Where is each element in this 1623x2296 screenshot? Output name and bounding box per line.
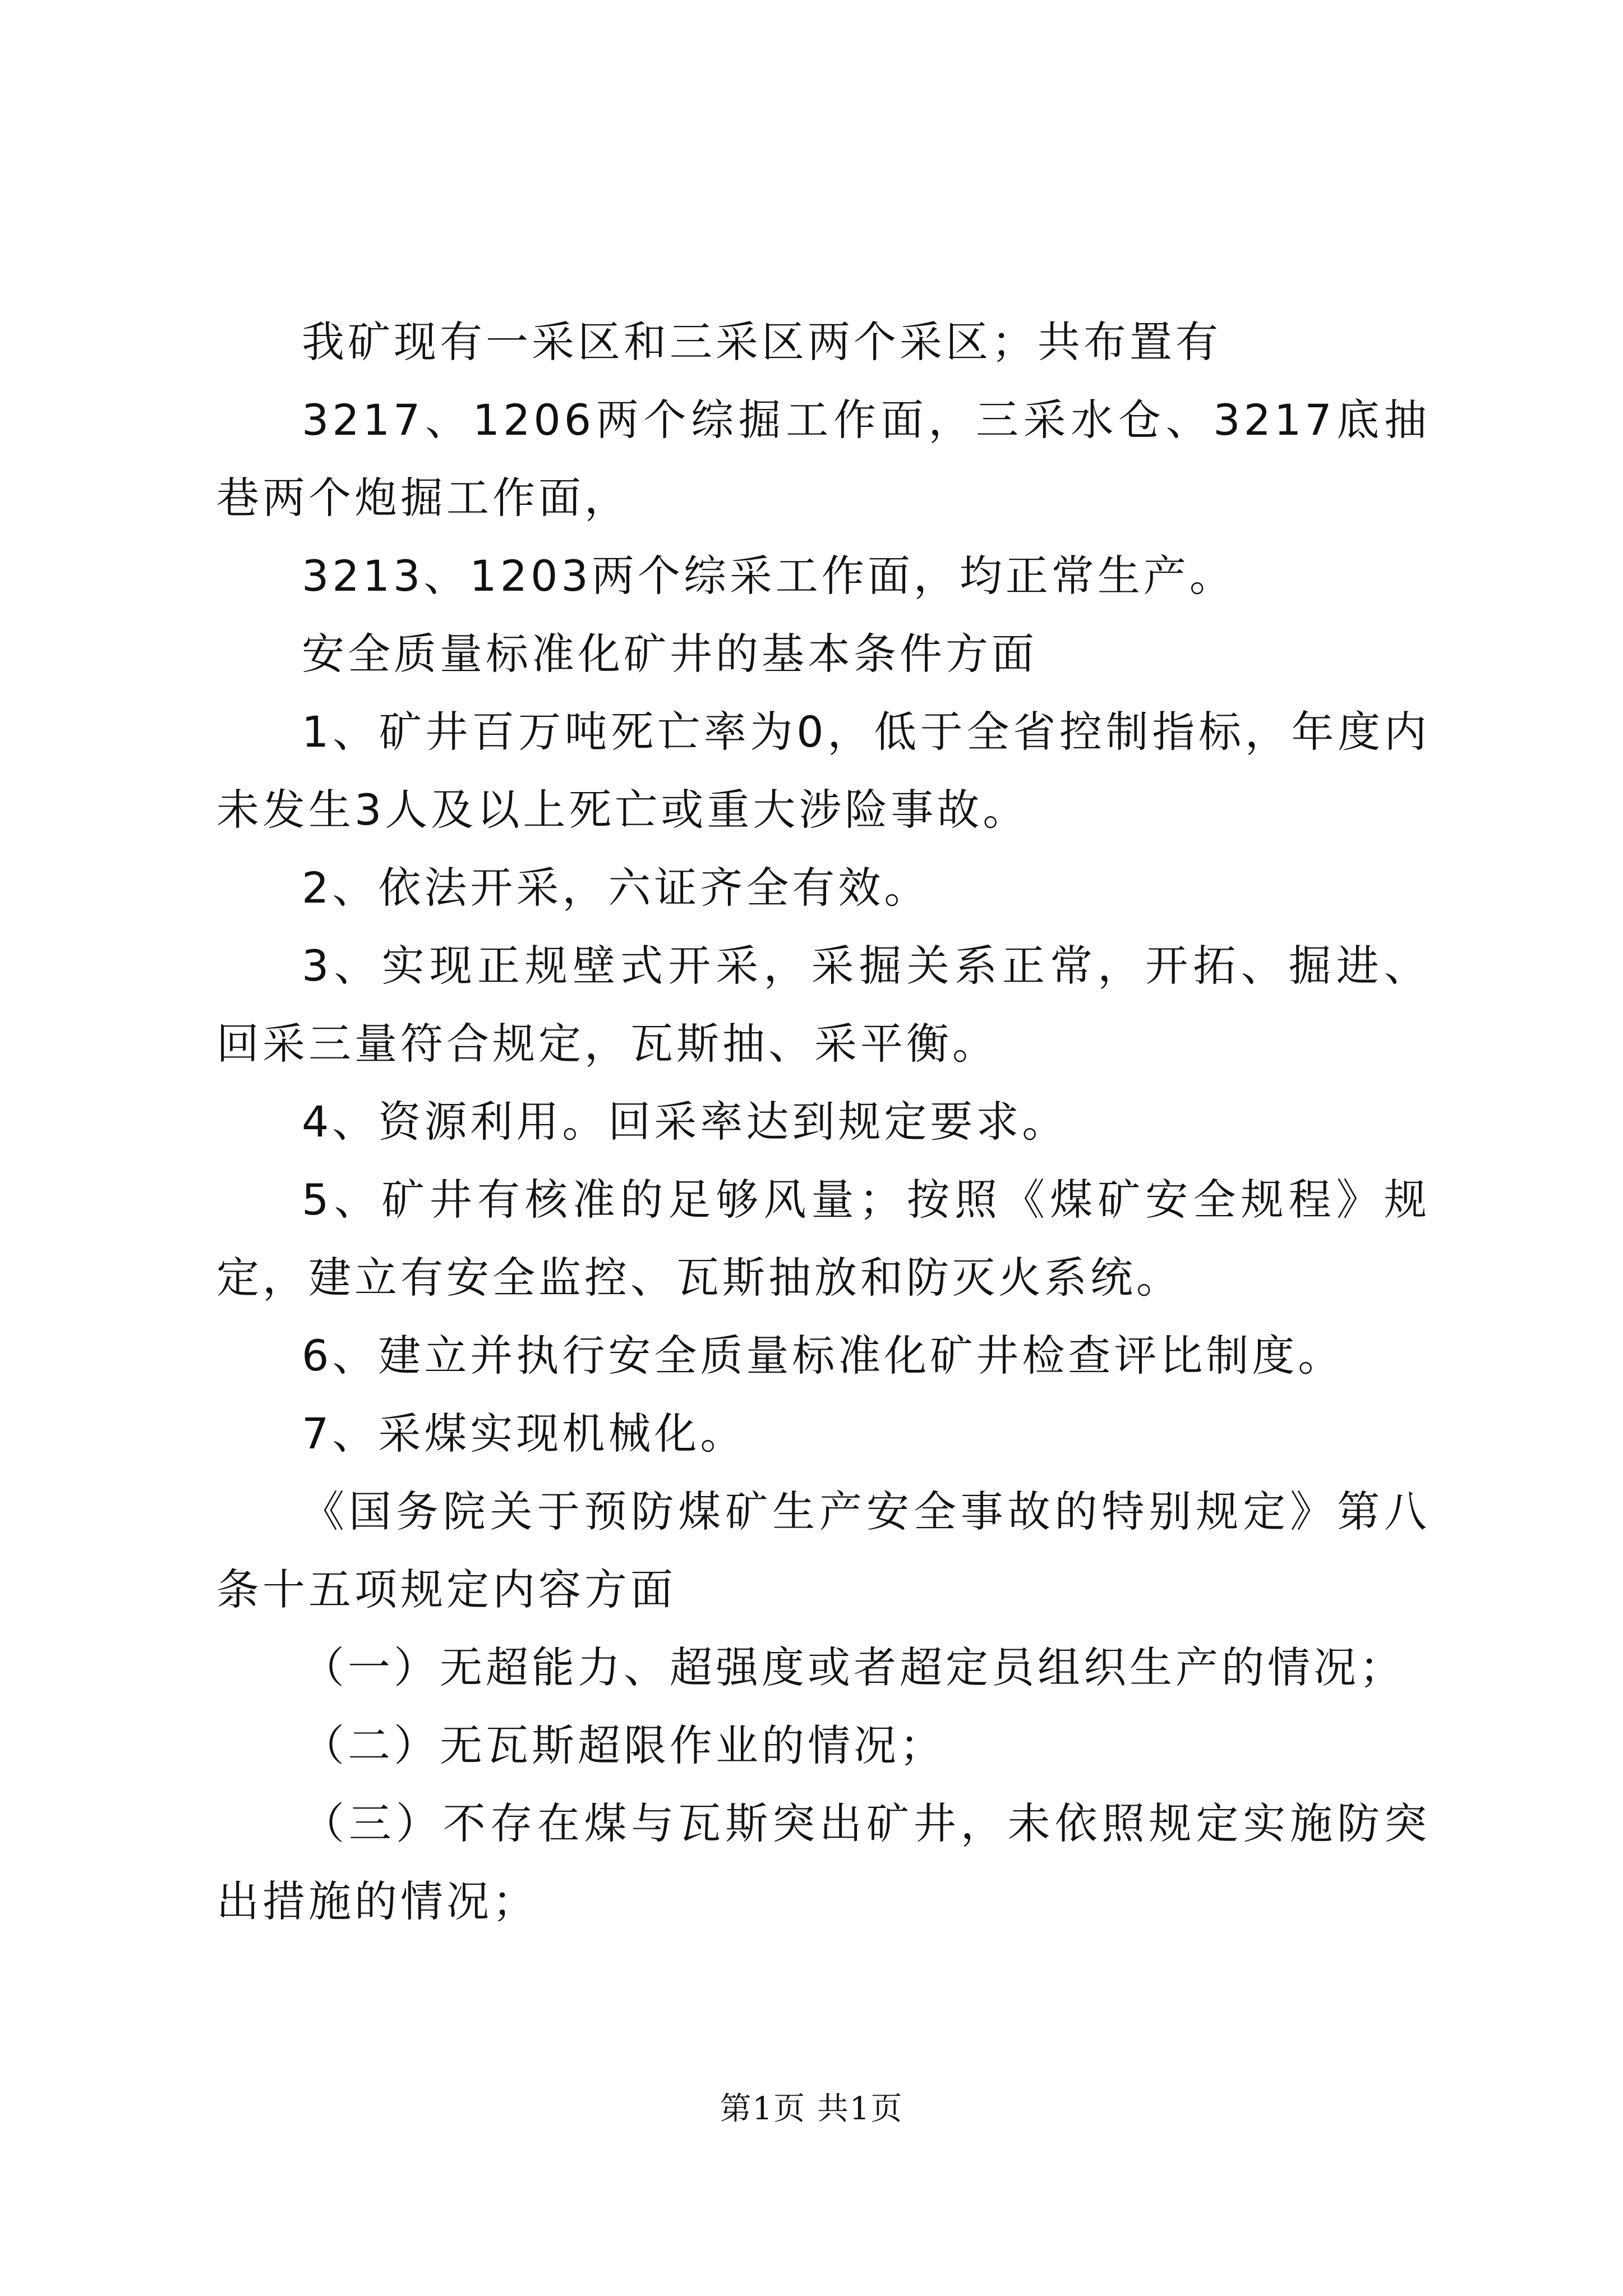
paragraph: 安全质量标准化矿井的基本条件方面: [302, 629, 1038, 679]
paragraph: 1、矿井百万吨死亡率为0，低于全省控制指标，年度内未发生3人及以上死亡或重大涉险事故。: [216, 707, 1430, 835]
paragraph: 6、建立并执行安全质量标准化矿井检查评比制度。: [302, 1331, 1344, 1381]
paragraph: 7、采煤实现机械化。: [302, 1409, 746, 1458]
document-body: [216, 303, 1430, 1940]
paragraph: 3、实现正规壁式开采，采掘关系正常，开拓、掘进、回采三量符合规定，瓦斯抽、采平衡。: [216, 941, 1430, 1069]
paragraph: 3217、1206两个综掘工作面，三采水仓、3217底抽巷两个炮掘工作面，: [216, 395, 1430, 523]
paragraph: （二）无瓦斯超限作业的情况；: [302, 1720, 946, 1770]
paragraph: 3213、1203两个综采工作面，均正常生产。: [302, 551, 1235, 601]
paragraph: （三）不存在煤与瓦斯突出矿井，未依照规定实施防突出措施的情况；: [216, 1798, 1430, 1926]
paragraph: 我矿现有一采区和三采区两个采区；共布置有: [302, 317, 1221, 367]
paragraph: 2、依法开采，六证齐全有效。: [302, 863, 930, 913]
page-number-footer: 第1页 共1页: [720, 2091, 903, 2127]
paragraph: 5、矿井有核准的足够风量；按照《煤矿安全规程》规定，建立有安全监控、瓦斯抽放和防灭火系统。: [216, 1175, 1430, 1303]
paragraph: （一）无超能力、超强度或者超定员组织生产的情况；: [302, 1642, 1405, 1692]
paragraph: 4、资源利用。回采率达到规定要求。: [302, 1097, 1068, 1147]
paragraph: 《国务院关于预防煤矿生产安全事故的特别规定》第八条十五项规定内容方面: [216, 1487, 1430, 1614]
